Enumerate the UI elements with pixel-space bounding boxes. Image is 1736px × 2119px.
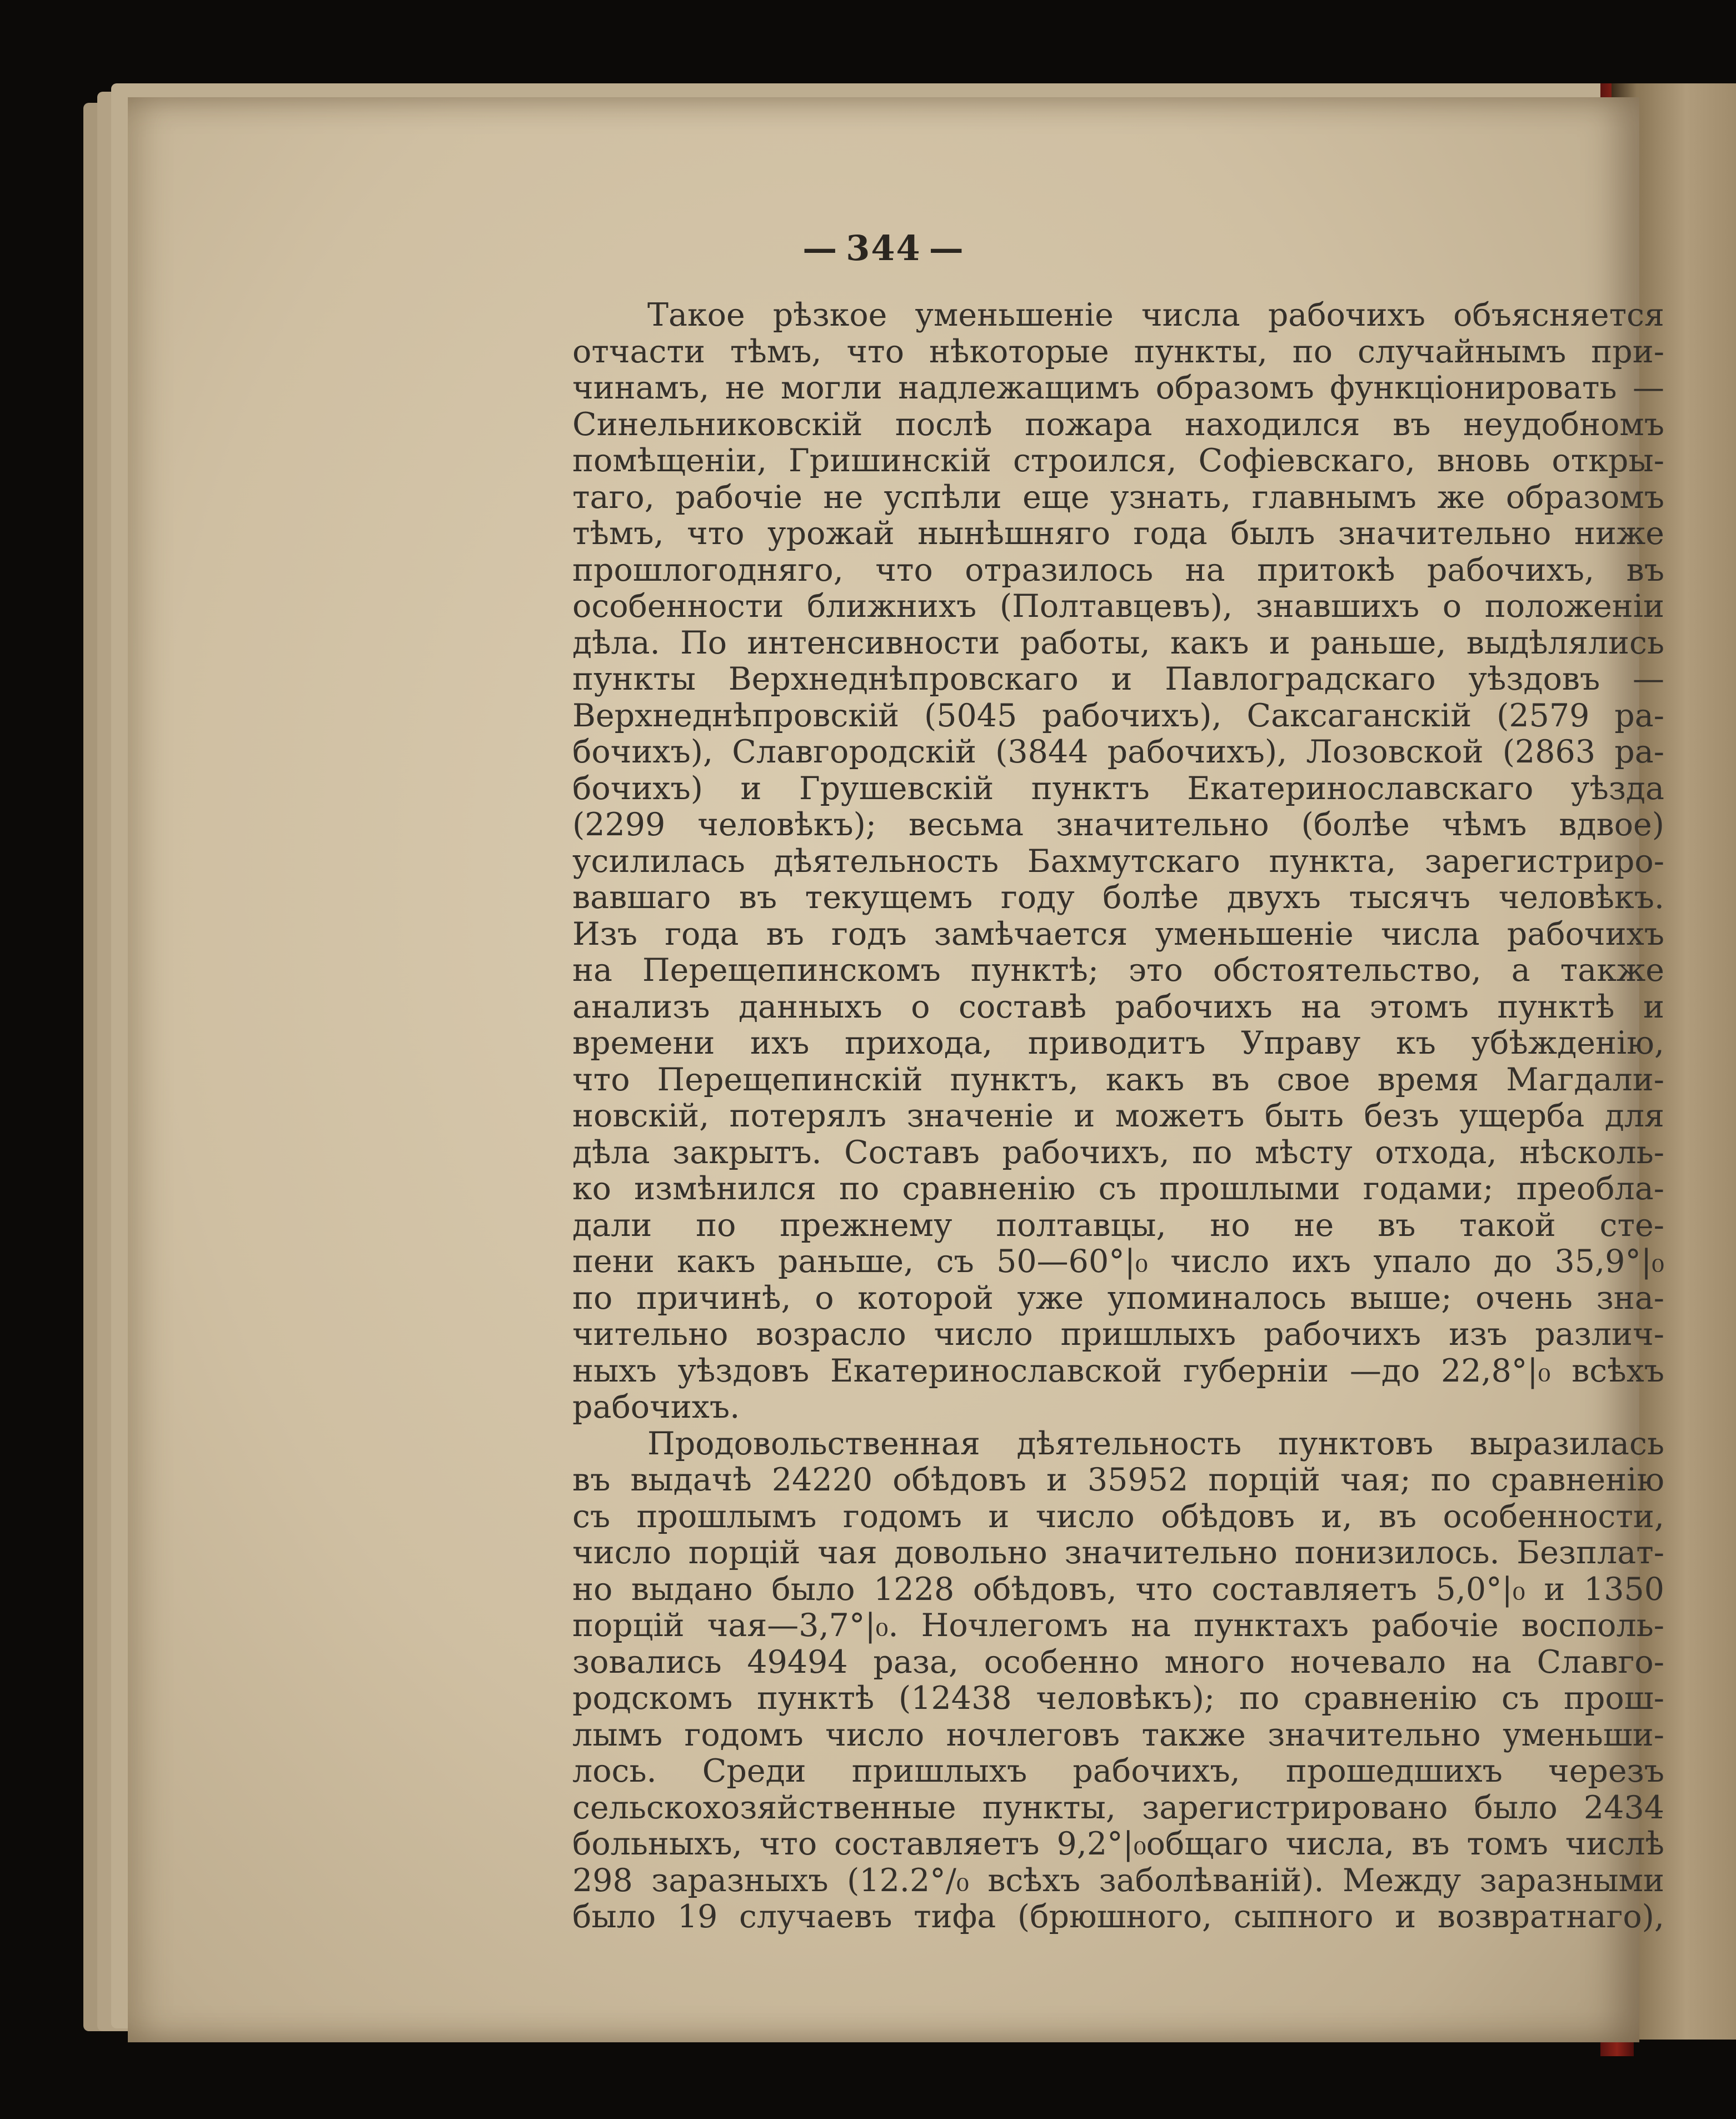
text-line: порцій чая—3,7°|₀. Ночлегомъ на пунктахъ рабочіе восполь-	[572, 1608, 1664, 1644]
page-number-dash-right: —	[929, 228, 965, 268]
text-line: въ выдачѣ 24220 обѣдовъ и 35952 порцій чая; по сравненію	[572, 1462, 1664, 1498]
text-line: вавшаго въ текущемъ году болѣе двухъ тысячъ человѣкъ.	[572, 880, 1664, 916]
text-line: (2299 человѣкъ); весьма значительно (болѣе чѣмъ вдвое)	[572, 807, 1664, 843]
text-line: больныхъ, что составляетъ 9,2°|₀общаго числа, въ томъ числѣ	[572, 1826, 1664, 1862]
text-line: на Перещепинскомъ пунктѣ; это обстоятельство, а также	[572, 953, 1664, 989]
text-line: прошлогодняго, что отразилось на притокѣ рабочихъ, въ	[572, 552, 1664, 589]
text-line: но выдано было 1228 обѣдовъ, что составляетъ 5,0°|₀ и 1350	[572, 1571, 1664, 1608]
text-line: число порцій чая довольно значительно понизилось. Безплат-	[572, 1535, 1664, 1571]
text-line: Синельниковскій послѣ пожара находился въ неудобномъ	[572, 406, 1664, 443]
text-line: таго, рабочіе не успѣли еще узнать, главнымъ же образомъ	[572, 479, 1664, 516]
text-line: ныхъ уѣздовъ Екатеринославской губерніи —до 22,8°|₀ всѣхъ	[572, 1353, 1664, 1389]
page-number	[128, 228, 1639, 268]
text-line: анализъ данныхъ о составѣ рабочихъ на этомъ пунктѣ и	[572, 989, 1664, 1025]
body-text	[572, 297, 1664, 1948]
text-line: чинамъ, не могли надлежащимъ образомъ функціонировать —	[572, 370, 1664, 406]
text-line: лось. Среди пришлыхъ рабочихъ, прошедшихъ черезъ	[572, 1753, 1664, 1789]
text-line: пункты Верхнеднѣпровскаго и Павлоградскаго уѣздовъ —	[572, 661, 1664, 697]
text-line: сельскохозяйственные пункты, зарегистрировано было 2434	[572, 1789, 1664, 1826]
page-number-dash-left: —	[802, 228, 839, 268]
text-line: помѣщеніи, Гришинскій строился, Софіевскаго, вновь откры-	[572, 443, 1664, 479]
page-number-value: 344	[846, 228, 921, 268]
text-line: дѣла закрытъ. Составъ рабочихъ, по мѣсту отхода, нѣсколь-	[572, 1134, 1664, 1171]
text-line: Изъ года въ годъ замѣчается уменьшеніе числа рабочихъ	[572, 916, 1664, 953]
text-line: чительно возрасло число пришлыхъ рабочихъ изъ различ-	[572, 1317, 1664, 1353]
text-line: дали по прежнему полтавцы, но не въ такой сте-	[572, 1207, 1664, 1244]
text-line: отчасти тѣмъ, что нѣкоторые пункты, по случайнымъ при-	[572, 333, 1664, 370]
text-line: дѣла. По интенсивности работы, какъ и раньше, выдѣлялись	[572, 625, 1664, 661]
text-line: Такое рѣзкое уменьшеніе числа рабочихъ объясняется	[647, 297, 1664, 333]
text-line: усилилась дѣятельность Бахмутскаго пункта, зарегистриро-	[572, 843, 1664, 880]
text-line: тѣмъ, что урожай нынѣшняго года былъ значительно ниже	[572, 516, 1664, 552]
text-line: ко измѣнился по сравненію съ прошлыми годами; преобла-	[572, 1171, 1664, 1207]
text-line: родскомъ пунктѣ (12438 человѣкъ); по сравненію съ прош-	[572, 1681, 1664, 1717]
text-line: съ прошлымъ годомъ и число обѣдовъ и, въ особенности,	[572, 1498, 1664, 1535]
text-line: Продовольственная дѣятельность пунктовъ выразилась	[647, 1425, 1664, 1462]
text-line: лымъ годомъ число ночлеговъ также значительно уменьши-	[572, 1717, 1664, 1753]
text-line: Верхнеднѣпровскій (5045 рабочихъ), Саксаганскій (2579 ра-	[572, 697, 1664, 734]
text-line: было 19 случаевъ тифа (брюшного, сыпного и возвратнаго),	[572, 1899, 1664, 1935]
book-page	[128, 97, 1664, 2042]
text-line: времени ихъ прихода, приводитъ Управу къ убѣжденію,	[572, 1025, 1664, 1061]
text-line: по причинѣ, о которой уже упоминалось выше; очень зна-	[572, 1280, 1664, 1317]
text-line: что Перещепинскій пунктъ, какъ въ свое время Магдали-	[572, 1061, 1664, 1098]
text-line: пени какъ раньше, съ 50—60°|₀ число ихъ упало до 35,9°|₀	[572, 1244, 1664, 1280]
text-line: бочихъ) и Грушевскій пунктъ Екатеринославскаго уѣзда	[572, 770, 1664, 807]
text-line: новскій, потерялъ значеніе и можетъ быть безъ ущерба для	[572, 1098, 1664, 1134]
text-line: 298 заразныхъ (12.2°/₀ всѣхъ заболѣваній). Между заразными	[572, 1862, 1664, 1899]
text-line: бочихъ), Славгородскій (3844 рабочихъ), Лозовской (2863 ра-	[572, 734, 1664, 770]
text-line: особенности ближнихъ (Полтавцевъ), знавшихъ о положеніи	[572, 589, 1664, 625]
text-line: зовались 49494 раза, особенно много ночевало на Славго-	[572, 1644, 1664, 1681]
text-line: рабочихъ.	[572, 1389, 740, 1425]
